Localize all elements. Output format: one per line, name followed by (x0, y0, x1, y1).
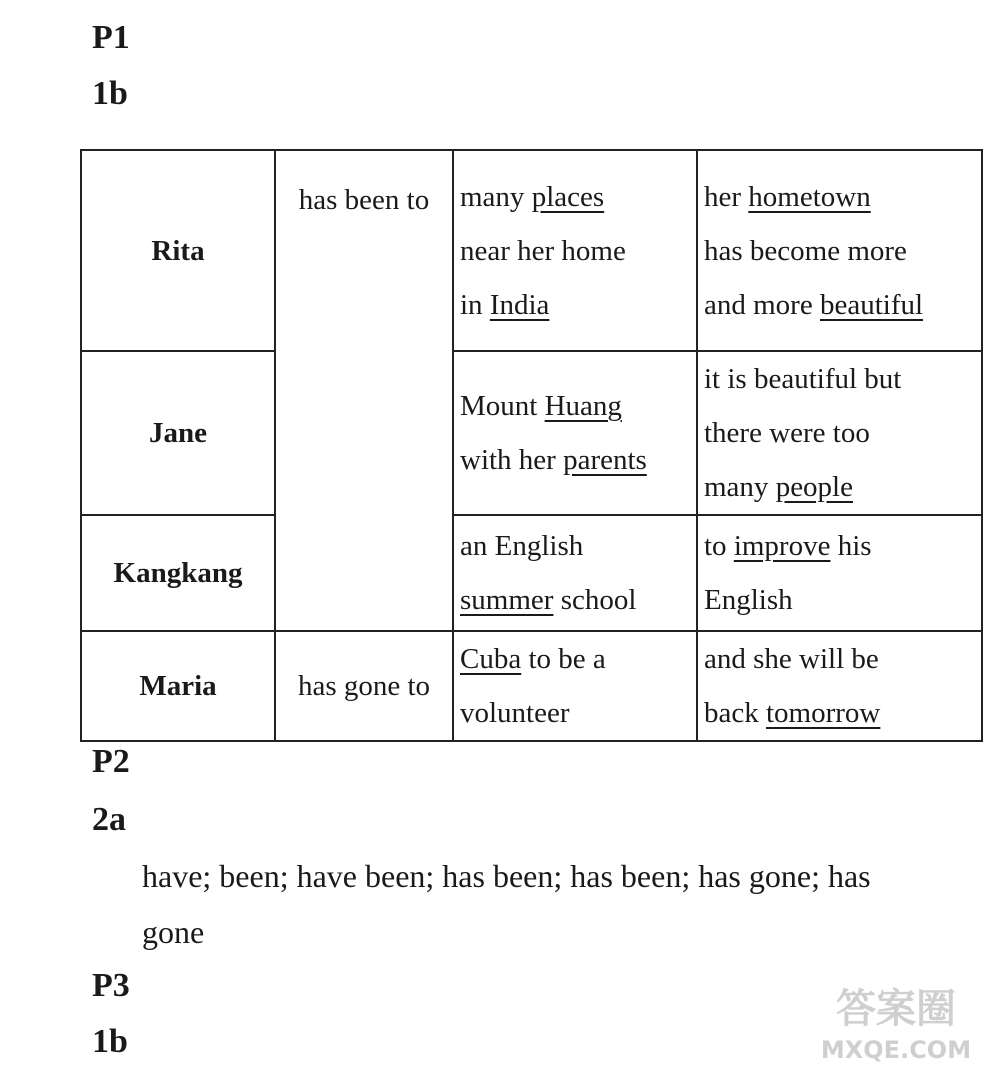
cell-line (704, 519, 979, 573)
cell-text: English (704, 584, 793, 616)
watermark-logo (806, 985, 986, 1075)
cell-text: many (460, 180, 532, 213)
name-cell: Jane (81, 351, 275, 515)
table-row (81, 515, 982, 631)
verb-cell: has gone to (275, 631, 453, 741)
answer-text-2a: have; been; have been; has been; has been; has gone; has gone (142, 858, 871, 950)
cell-line (704, 573, 979, 627)
answer-word: improve (733, 530, 831, 562)
cell-line (704, 406, 979, 460)
answer-word: places (531, 180, 605, 213)
cell-line (460, 632, 694, 686)
cell-line (460, 686, 694, 740)
cell-text: with her (460, 444, 564, 476)
detail-cell (697, 351, 982, 515)
cell-text: there were too (704, 417, 870, 449)
answer-word: Huang (544, 390, 622, 422)
cell-text: to be a (521, 643, 606, 675)
answer-table (80, 149, 983, 742)
cell-line (460, 519, 694, 573)
cell-text: in (460, 288, 490, 321)
cell-text: it is beautiful but (704, 363, 902, 395)
cell-line (704, 352, 979, 406)
detail-cell (697, 150, 982, 351)
answer-word: Cuba (460, 643, 522, 675)
name-cell: Rita (81, 150, 275, 351)
cell-text: near her home (460, 234, 626, 267)
cell-text: her (704, 180, 749, 213)
subsection-heading-2a: 2a (92, 801, 126, 838)
cell-line (460, 379, 694, 433)
answer-word: India (489, 288, 550, 321)
answer-word: tomorrow (766, 697, 881, 729)
cell-line (460, 573, 694, 627)
table-row (81, 150, 982, 351)
cell-line (704, 278, 979, 332)
cell-text: his (830, 530, 872, 562)
answer-word: people (775, 471, 853, 503)
place-cell (453, 150, 697, 351)
section-heading-p2: P2 (92, 743, 130, 780)
answer-word: beautiful (819, 288, 924, 321)
cell-text: and she will be (704, 643, 879, 675)
answer-word: summer (460, 584, 554, 616)
cell-text: back (704, 697, 766, 729)
cell-text: to (704, 530, 734, 562)
subsection-heading-1b: 1b (92, 75, 128, 112)
cell-line (704, 686, 979, 740)
detail-cell (697, 631, 982, 741)
table-row (81, 351, 982, 515)
cell-line (704, 460, 979, 514)
cell-text: and more (704, 288, 820, 321)
section-heading-p3: P3 (92, 967, 130, 1004)
verb-cell: has been to (275, 150, 453, 631)
cell-line (704, 224, 979, 278)
answer-word: hometown (748, 180, 871, 213)
section-heading-p1: P1 (92, 19, 130, 56)
detail-cell (697, 515, 982, 631)
place-cell (453, 351, 697, 515)
cell-text: school (553, 584, 637, 616)
subsection-heading-1b: 1b (92, 1023, 128, 1060)
cell-text: volunteer (460, 697, 570, 729)
cell-line (704, 170, 979, 224)
cell-text: many (704, 471, 776, 503)
name-cell: Kangkang (81, 515, 275, 631)
cell-text: has become more (704, 234, 907, 267)
place-cell (453, 631, 697, 741)
cell-line (460, 170, 694, 224)
cell-line (460, 278, 694, 332)
answer-word: parents (563, 444, 647, 476)
cell-line (460, 224, 694, 278)
cell-text: an English (460, 530, 584, 562)
watermark-url: MXQE.COM (820, 1036, 972, 1064)
cell-line (460, 433, 694, 487)
cell-line (704, 632, 979, 686)
table-row (81, 631, 982, 741)
cell-text: Mount (460, 390, 545, 422)
name-cell: Maria (81, 631, 275, 741)
watermark-text: 答案圈 (836, 986, 956, 1032)
place-cell (453, 515, 697, 631)
